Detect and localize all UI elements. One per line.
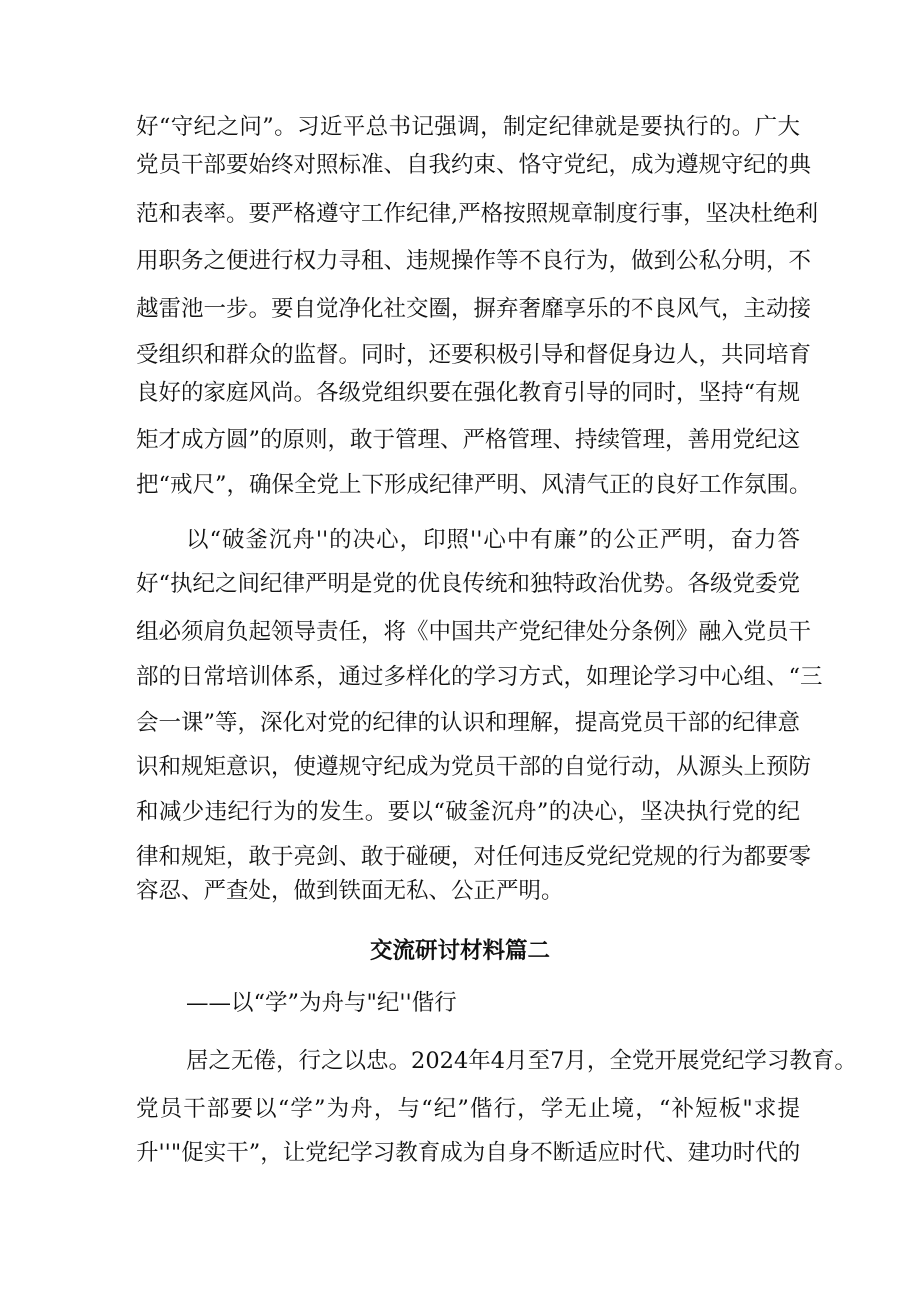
paragraph-line: 部的日常培训体系，通过多样化的学习方式，如理论学习中心组、“三 <box>136 664 823 690</box>
paragraph-line: 升''"促实干”，让党纪学习教育成为自身不断适应时代、建功时代的 <box>136 1140 801 1166</box>
paragraph-line: 受组织和群众的监督。同时，还要积极引导和督促身边人，共同培育 <box>136 342 812 368</box>
paragraph-line: 党员干部要始终对照标准、自我约束、恪守党纪，成为遵规守纪的典 <box>136 152 812 178</box>
paragraph-line: 和减少违纪行为的发生。要以“破釜沉舟”的决心，坚决执行党的纪 <box>136 799 800 825</box>
paragraph-line: 好“守纪之问”。习近平总书记强调，制定纪律就是要执行的。广大 <box>136 114 800 140</box>
paragraph-line: 党员干部要以“学”为舟，与“纪”偕行，学无止境，“补短板"求提 <box>136 1096 800 1122</box>
paragraph-line: 范和表率。要严格遵守工作纪律,严格按照规章制度行事，坚决杜绝利 <box>136 201 819 227</box>
paragraph-line: 矩才成方圆”的原则，敢于管理、严格管理、持续管理，善用党纪这 <box>136 427 801 453</box>
paragraph-line: 识和规矩意识，使遵规守纪成为党员干部的自觉行动，从源头上预防 <box>136 754 812 780</box>
paragraph-line: 好“执纪之间纪律严明是党的优良传统和独特政治优势。各级党委党 <box>136 571 801 597</box>
paragraph-line: 会一课”等，深化对党的纪律的认识和理解，提高党员干部的纪律意 <box>136 710 801 736</box>
paragraph-line: 以“破釜沉舟''的决心，印照''心中有廉”的公正严明，奋力答 <box>186 527 800 553</box>
paragraph-line: 律和规矩，敢于亮剑、敢于碰硬，对任何违反党纪党规的行为都要零 <box>136 844 812 870</box>
section-heading: 交流研讨材料篇二 <box>369 938 550 964</box>
paragraph-line: 居之无倦，行之以忠。2024年4月至7月，全党开展党纪学习教育。 <box>186 1048 857 1074</box>
paragraph-line: 容忍、严查处，做到铁面无私、公正严明。 <box>136 878 564 904</box>
paragraph-line: 把“戒尺”，确保全党上下形成纪律严明、风清气正的良好工作氛围。 <box>136 472 812 498</box>
paragraph-line: 良好的家庭风尚。各级党组织要在强化教育引导的同时，坚持“有规 <box>136 380 801 406</box>
section-subtitle: ——以“学”为舟与"纪''偕行 <box>186 990 457 1016</box>
paragraph-line: 越雷池一步。要自觉净化社交圈，摒弃奢靡享乐的不良风气，主动接 <box>136 296 812 322</box>
paragraph-line: 用职务之便进行权力寻租、违规操作等不良行为，做到公私分明，不 <box>136 248 812 274</box>
paragraph-line: 组必须肩负起领导责任，将《中国共产党纪律处分条例》融入党员干 <box>136 619 812 645</box>
